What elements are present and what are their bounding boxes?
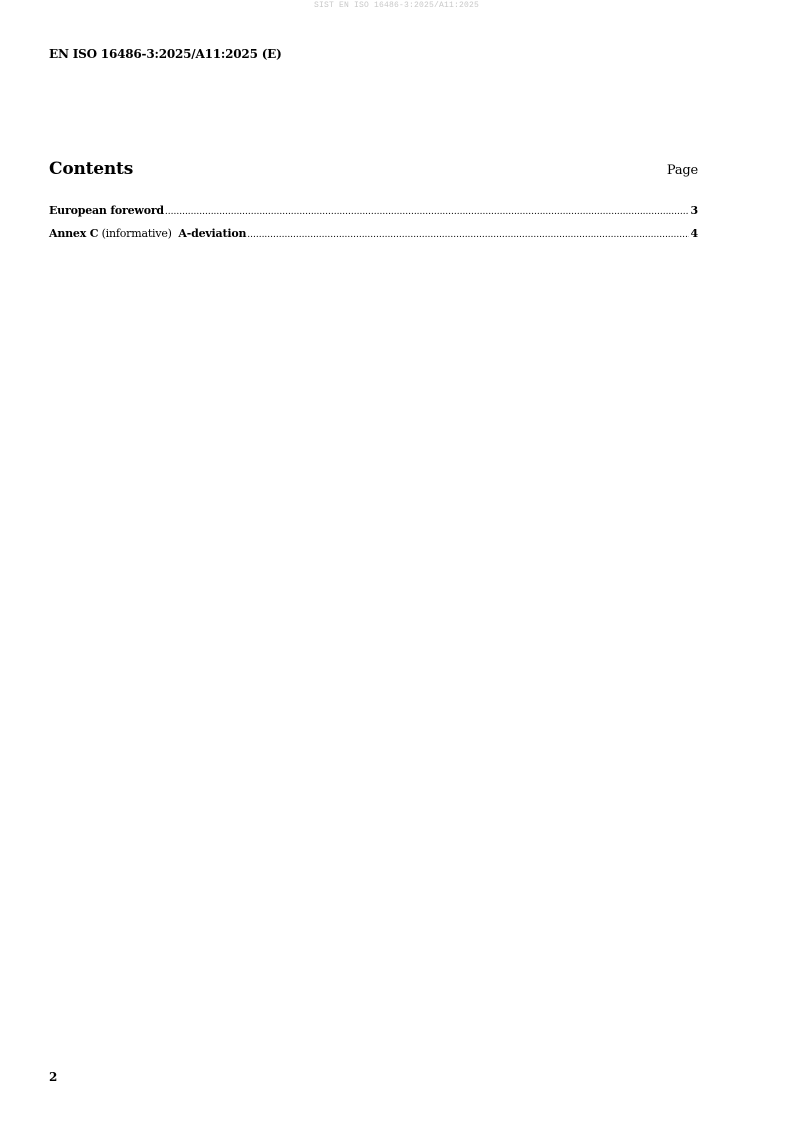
toc-entry-page: 3 [690,204,698,217]
toc-entry-page: 4 [690,227,698,240]
watermark-text: SIST EN ISO 16486-3:2025/A11:2025 [313,1,480,10]
contents-title: Contents [49,159,134,179]
dot-leader [165,207,689,217]
toc-entry-label [49,204,164,217]
page-number: 2 [49,1070,58,1084]
document-identifier: EN ISO 16486-3:2025/A11:2025 (E) [49,47,282,61]
page-column-label: Page [666,163,698,178]
toc-entry-european-foreword[interactable] [49,204,698,227]
toc-entry-annex-label: Annex C [49,227,99,240]
toc-entry-label [49,227,246,240]
table-of-contents [49,204,698,250]
contents-heading-row [49,159,698,183]
toc-entry-annex-c[interactable] [49,227,698,250]
toc-entry-title: European foreword [49,204,164,217]
toc-entry-title: A-deviation [178,227,247,240]
toc-entry-annex-type: (informative) [98,227,179,240]
dot-leader [247,230,688,240]
